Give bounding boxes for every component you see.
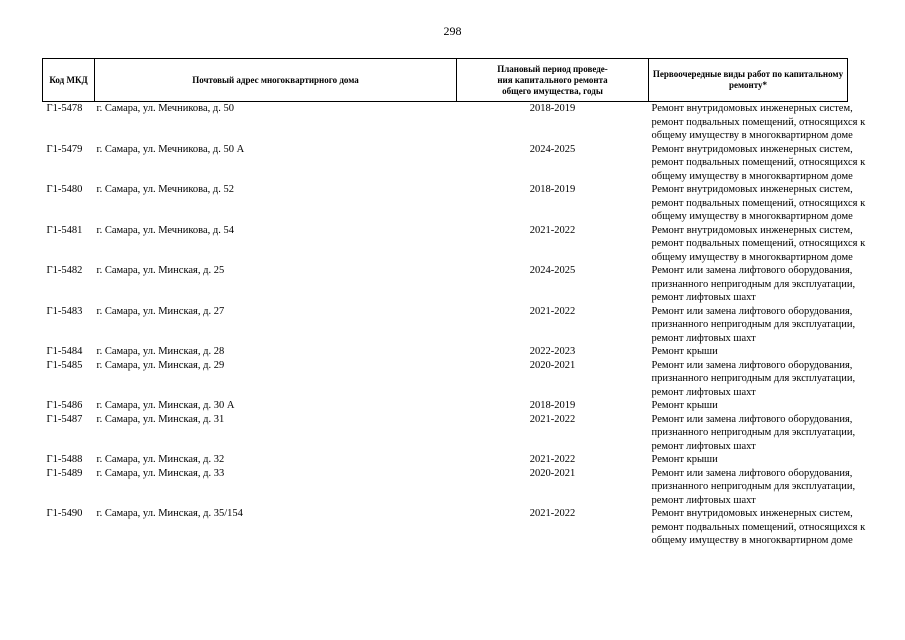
row-works-line: Ремонт или замена лифтового оборудования, — [651, 305, 853, 317]
row-works-line: Ремонт или замена лифтового оборудования, — [651, 467, 853, 479]
table-header — [43, 59, 848, 102]
row-period: 2022-2023 — [529, 346, 576, 357]
row-works-line: Ремонт или замена лифтового оборудования, — [651, 265, 853, 276]
header-works-line: Первоочередные виды работ по капитальному — [652, 69, 844, 79]
row-works-line: ремонт лифтовых шахт — [651, 386, 756, 398]
row-works — [649, 453, 848, 467]
row-works-line: Ремонт внутридомовых инженерных систем, — [651, 143, 853, 155]
table-row — [43, 413, 848, 454]
row-code: Г1-5484 — [46, 346, 83, 357]
row-address: г. Самара, ул. Мечникова, д. 50 А — [96, 143, 245, 155]
header-code: Код МКД — [43, 59, 95, 102]
row-works-line: Ремонт внутридомовых инженерных систем, — [651, 184, 853, 195]
row-works-line: общему имуществу в многоквартирном доме — [651, 251, 853, 263]
row-period: 2020-2021 — [529, 359, 576, 371]
row-period: 2021-2022 — [529, 413, 576, 425]
row-code: Г1-5479 — [46, 143, 83, 155]
row-works — [649, 264, 856, 305]
row-works — [649, 345, 848, 359]
header-period-line: общего имущества, годы — [502, 85, 603, 96]
page-number: 298 — [443, 24, 462, 38]
row-works — [649, 143, 866, 184]
table-row — [43, 453, 848, 467]
row-works-line: общему имуществу в многоквартирном доме — [651, 211, 853, 222]
row-period: 2021-2022 — [529, 508, 576, 519]
table-row — [43, 143, 848, 184]
table-row — [43, 264, 848, 305]
row-address: г. Самара, ул. Минская, д. 30 А — [96, 400, 235, 411]
row-works — [649, 359, 856, 400]
header-works-line: ремонту* — [729, 80, 767, 90]
row-period: 2024-2025 — [529, 265, 576, 276]
row-works-line: Ремонт внутридомовых инженерных систем, — [651, 224, 853, 236]
row-period: 2024-2025 — [529, 143, 576, 155]
row-works-line: Ремонт внутридомовых инженерных систем, — [651, 103, 853, 114]
row-address: г. Самара, ул. Минская, д. 33 — [96, 467, 225, 479]
row-works-line: ремонт подвальных помещений, относящихся к — [651, 521, 866, 533]
row-code: Г1-5482 — [46, 265, 83, 276]
row-period: 2018-2019 — [529, 103, 576, 114]
row-code: Г1-5478 — [46, 103, 83, 114]
row-address: г. Самара, ул. Минская, д. 35/154 — [96, 508, 243, 519]
row-works-line: общему имуществу в многоквартирном доме — [651, 130, 853, 141]
header-period — [457, 59, 649, 102]
table-row — [43, 305, 848, 346]
row-works-line: ремонт лифтовых шахт — [651, 440, 756, 452]
header-period-line: Плановый период проведе- — [497, 63, 608, 74]
row-code: Г1-5487 — [46, 413, 83, 425]
row-works-line: ремонт лифтовых шахт — [651, 494, 756, 506]
row-period: 2018-2019 — [529, 400, 576, 411]
table-row — [43, 507, 848, 548]
row-works — [649, 102, 866, 143]
row-works-line: ремонт подвальных помещений, относящихся к — [651, 238, 866, 249]
row-works — [649, 507, 866, 548]
row-address: г. Самара, ул. Мечникова, д. 52 — [96, 184, 234, 195]
row-period: 2020-2021 — [529, 467, 576, 479]
row-period: 2021-2022 — [529, 305, 576, 317]
row-works — [649, 183, 866, 224]
row-works-line: признанного непригодным для эксплуатации, — [651, 278, 856, 290]
row-code: Г1-5490 — [46, 508, 83, 519]
row-works-line: Ремонт или замена лифтового оборудования, — [651, 359, 853, 371]
row-works — [649, 305, 856, 346]
row-works-line: Ремонт крыши — [651, 454, 718, 465]
row-code: Г1-5488 — [46, 454, 83, 465]
row-address: г. Самара, ул. Минская, д. 29 — [96, 359, 225, 371]
table-row — [43, 183, 848, 224]
row-works-line: Ремонт крыши — [651, 400, 718, 411]
row-address: г. Самара, ул. Мечникова, д. 54 — [96, 224, 234, 236]
row-address: г. Самара, ул. Минская, д. 32 — [96, 454, 225, 465]
row-works — [649, 467, 856, 508]
row-period: 2021-2022 — [529, 454, 576, 465]
row-works-line: общему имуществу в многоквартирном доме — [651, 170, 853, 182]
table-body — [43, 102, 866, 548]
capital-repair-table — [42, 58, 866, 548]
row-address: г. Самара, ул. Минская, д. 28 — [96, 346, 225, 357]
header-address: Почтовый адрес многоквартирного дома — [95, 59, 457, 102]
row-code: Г1-5485 — [46, 359, 83, 371]
row-address: г. Самара, ул. Минская, д. 31 — [96, 413, 225, 425]
row-address: г. Самара, ул. Минская, д. 25 — [96, 265, 225, 276]
row-code: Г1-5486 — [46, 400, 83, 411]
table-row — [43, 102, 848, 143]
table-row — [43, 359, 848, 400]
row-works-line: Ремонт внутридомовых инженерных систем, — [651, 508, 853, 519]
row-works-line: ремонт лифтовых шахт — [651, 332, 756, 344]
row-works-line: Ремонт крыши — [651, 346, 718, 357]
row-period: 2018-2019 — [529, 184, 576, 195]
row-works-line: Ремонт или замена лифтового оборудования, — [651, 413, 853, 425]
table-row — [43, 224, 848, 265]
row-address: г. Самара, ул. Минская, д. 27 — [96, 305, 225, 317]
row-works-line: признанного непригодным для эксплуатации, — [651, 427, 856, 438]
row-works-line: общему имуществу в многоквартирном доме — [651, 535, 853, 546]
row-works-line: ремонт подвальных помещений, относящихся к — [651, 157, 866, 168]
row-works — [649, 224, 866, 265]
row-works-line: признанного непригодным для эксплуатации, — [651, 481, 856, 492]
row-works — [649, 399, 848, 413]
table-row — [43, 467, 848, 508]
row-works-line: признанного непригодным для эксплуатации, — [651, 319, 856, 330]
table-row — [43, 345, 848, 359]
row-works-line: ремонт подвальных помещений, относящихся к — [651, 197, 866, 209]
header-works — [649, 59, 848, 102]
row-address: г. Самара, ул. Мечникова, д. 50 — [96, 103, 234, 114]
row-works-line: ремонт лифтовых шахт — [651, 292, 756, 303]
header-period-line: ния капитального ремонта — [497, 74, 608, 85]
row-code: Г1-5481 — [46, 224, 83, 236]
row-works-line: ремонт подвальных помещений, относящихся к — [651, 116, 866, 128]
row-period: 2021-2022 — [529, 224, 576, 236]
row-code: Г1-5480 — [46, 184, 83, 195]
table-row — [43, 399, 848, 413]
row-code: Г1-5483 — [46, 305, 83, 317]
row-works-line: признанного непригодным для эксплуатации, — [651, 373, 856, 384]
row-code: Г1-5489 — [46, 467, 83, 479]
row-works — [649, 413, 856, 454]
